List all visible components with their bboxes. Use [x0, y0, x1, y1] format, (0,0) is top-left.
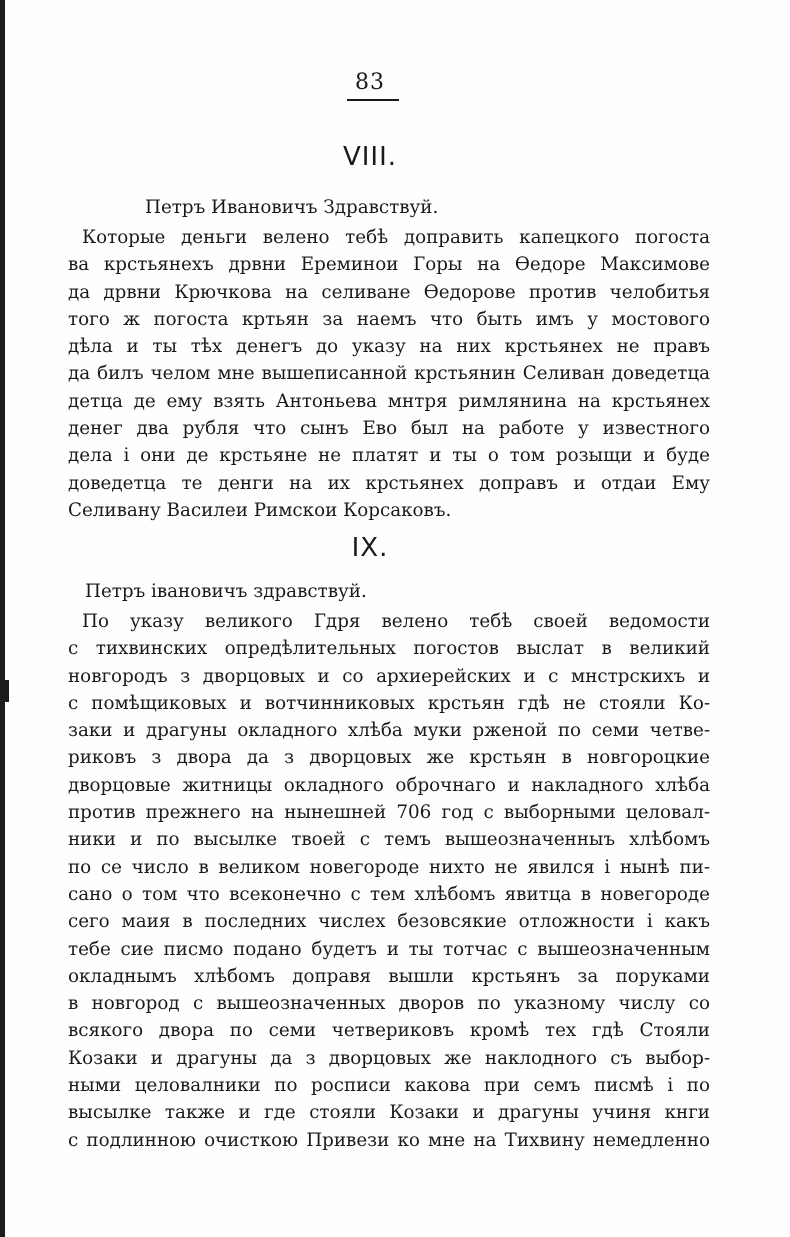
text-line: всякого двора по семи четвериковъ кромѣ тех гдѣ Стояли: [68, 1020, 710, 1042]
text-line: денег два рубля что сынъ Ево был на работе у известного: [68, 418, 710, 440]
text-line: доведетца те денги на их крстьянех доправъ и отдаи Ему: [68, 472, 710, 494]
text-line: ва крстьянехъ дрвни Ереминои Горы на Ѳедоре Максимове: [68, 254, 710, 276]
text-line: в новгород с вышеозначенных дворов по указному числу со: [68, 993, 710, 1015]
text-line: с помѣщиковых и вотчинниковых крстьян гдѣ не стояли Ко-: [68, 692, 710, 714]
text-line: дворцовые житницы окладного оброчнаго и накладного хлѣба: [68, 774, 710, 796]
text-line: сего маия в последних числех безовсякие отложности і какъ: [68, 911, 710, 933]
letter-ix-body: [68, 608, 710, 1154]
section-heading-ix: IX.: [351, 533, 389, 563]
text-line: да билъ челом мне вышеписанной крстьянин Селиван доведетца: [68, 363, 710, 385]
text-line: того ж погоста кртьян за наемъ что быть имъ у мостового: [68, 308, 710, 330]
text-line: против прежнего на нынешней 706 год с выборными целовал-: [68, 802, 710, 824]
text-line: заки и драгуны окладного хлѣба муки рженой по семи четве-: [68, 720, 710, 742]
letter-viii-body: [68, 224, 710, 524]
text-line: высылке также и где стояли Козаки и драгуны учиня кнги: [68, 1102, 710, 1124]
text-line: сано о том что всеконечно с тем хлѣбомъ явитца в новегороде: [68, 883, 710, 905]
section-heading-viii: VIII.: [342, 142, 398, 172]
text-line: с подлинною очисткою Привези ко мне на Тихвину немедленно: [68, 1129, 710, 1151]
text-line: ными целовалники по росписи какова при семъ писмѣ і по: [68, 1075, 710, 1097]
page-number-rule: [347, 99, 399, 101]
text-line: новгородъ з дворцовых и со архиерейских и с мнстрскихъ и: [68, 665, 710, 687]
salutation-viii: Петръ Ивановичъ Здравствуй.: [145, 197, 439, 218]
text-line: Козаки и драгуны да з дворцовых же наклодного съ выбор-: [68, 1047, 710, 1069]
text-line: ники и по высылке твоей с темъ вышеозначенныъ хлѣбомъ: [68, 829, 710, 851]
text-line: риковъ з двора да з дворцовых же крстьян в новгороцкие: [68, 747, 710, 769]
text-line: Селивану Василеи Римскои Корсаковъ.: [68, 499, 452, 521]
text-line: окладнымъ хлѣбомъ доправя вышли крстьянъ за поруками: [68, 965, 710, 987]
text-line: Которые деньги велено тебѣ доправить капецкого погоста: [82, 227, 710, 248]
page-number: 83: [355, 70, 385, 95]
text-line: да дрвни Крючкова на селиване Ѳедорове против челобитья: [68, 281, 710, 303]
text-line: По указу великого Гдря велено тебѣ своей ведомости: [82, 611, 710, 632]
text-line: тебе сие писмо подано будетъ и ты тотчас с вышеозначенным: [68, 938, 710, 960]
text-line: дела і они де крстьяне не платят и ты о том розыщи и буде: [68, 445, 710, 467]
text-line: с тихвинских опредѣлительных погостов выслат в великий: [68, 638, 710, 660]
page-binding-edge: [0, 0, 5, 1237]
text-line: дѣла и ты тѣх денегъ до указу на них крстьянех не правъ: [68, 336, 710, 358]
salutation-ix: Петръ івановичъ здравствуй.: [85, 581, 367, 602]
binding-edge-mark: [0, 680, 9, 702]
text-line: детца де ему взять Антоньева мнтря римлянина на крстьянех: [68, 390, 710, 412]
text-line: по се число в великом новегороде нихто не явился і нынѣ пи-: [68, 856, 710, 878]
